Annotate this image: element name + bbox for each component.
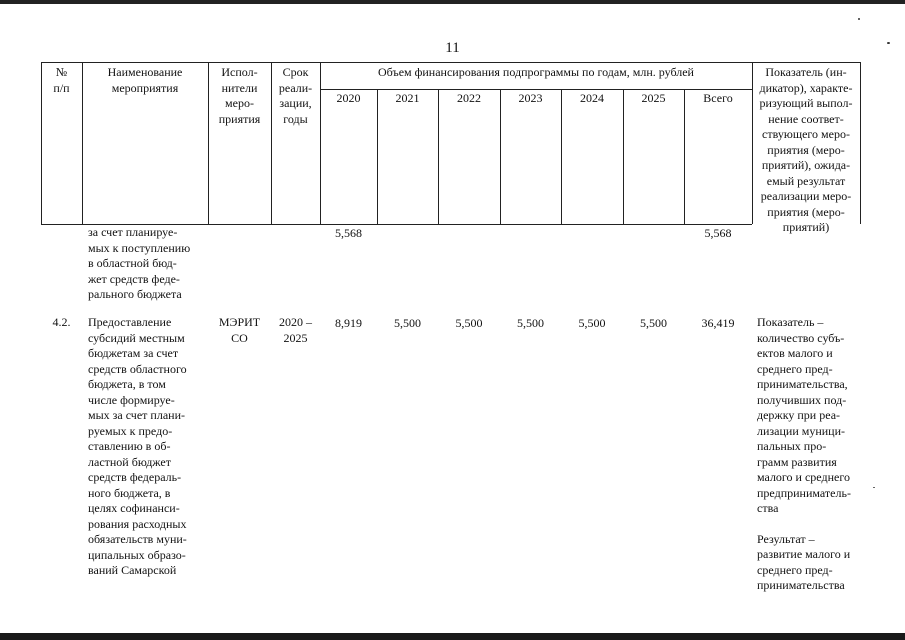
value-total: 5,568 <box>704 226 732 240</box>
name-line: средств федераль- <box>88 470 182 484</box>
name-line: мых к поступлению <box>88 240 191 255</box>
column-divider <box>684 89 685 224</box>
column-divider <box>377 89 378 224</box>
column-divider <box>561 89 562 224</box>
row-name <box>88 225 203 303</box>
row-indicator <box>757 315 859 594</box>
name-line: ципальных образо- <box>88 547 186 562</box>
name-line: ваний Самарской <box>88 563 177 577</box>
result-line: Результат – <box>757 531 815 546</box>
indicator-line: Показатель – <box>757 315 824 329</box>
name-line: рального бюджета <box>88 287 182 301</box>
indicator-line: количество субъ- <box>757 330 845 345</box>
name-line: ставлению в об- <box>88 439 171 453</box>
result-line: развитие малого и <box>757 547 851 561</box>
program-table <box>41 62 861 634</box>
value-2023: 5,500 <box>517 316 544 330</box>
indicator-line: держку при реа- <box>757 408 841 422</box>
year-total: Всего <box>703 91 733 105</box>
name-line: бюджета, в том <box>88 377 166 391</box>
header-num: № п/п <box>53 65 70 95</box>
scan-border-bottom <box>0 633 905 640</box>
value-2020: 8,919 <box>335 316 362 330</box>
name-line: обязательств муни- <box>88 532 187 546</box>
name-line: субсидий местным <box>88 330 185 345</box>
value-2020: 5,568 <box>335 226 362 240</box>
year-2020: 2020 <box>336 91 361 105</box>
year-2021: 2021 <box>395 91 420 105</box>
name-line: рования расходных <box>88 516 187 531</box>
header-executor: Испол- нители меро- приятия <box>218 65 261 126</box>
row-name <box>88 315 203 579</box>
indicator-line: принимательства, <box>757 377 848 391</box>
scan-speck <box>858 18 860 20</box>
name-line: средств областного <box>88 361 187 376</box>
year-2025: 2025 <box>641 91 666 105</box>
name-line: Предоставление <box>88 315 172 329</box>
year-2022: 2022 <box>457 91 481 105</box>
indicator-line: получивших под- <box>757 392 847 407</box>
column-divider <box>500 89 501 224</box>
name-line: руемых к предо- <box>88 423 173 438</box>
name-line: целях софинанси- <box>88 501 180 515</box>
value-total: 36,419 <box>701 316 735 330</box>
value-2025: 5,500 <box>640 316 667 330</box>
year-2023: 2023 <box>518 91 543 105</box>
header-funding: Объем финансирования подпрограммы по годам, млн. рублей <box>378 65 694 79</box>
header-name: Наименование мероприятия <box>107 65 183 95</box>
name-line: бюджетам за счет <box>88 346 179 360</box>
indicator-line: среднего пред- <box>757 361 833 376</box>
name-line: числе формируе- <box>88 392 175 407</box>
row-term: 2020 – 2025 <box>279 315 312 345</box>
indicator-line: пальных про- <box>757 439 827 453</box>
indicator-line: малого и среднего <box>757 470 850 484</box>
name-line: ластной бюджет <box>88 454 171 469</box>
indicator-line: грамм развития <box>757 454 837 469</box>
header-term: Срок реали- зации, годы <box>278 65 313 126</box>
column-divider <box>320 62 321 224</box>
scan-speck <box>873 487 875 488</box>
header-indicator: Показатель (ин- дикатор), характе- ризующий выпол- нение соответ- ствующего меро- приятия (меро- приятий), ожида- емый результат реализации меро- приятия (меро- приятий) <box>759 65 853 234</box>
indicator-line: ства <box>757 501 779 515</box>
table-border-right <box>860 62 861 224</box>
row-number: 4.2. <box>52 315 71 329</box>
page-number: 11 <box>445 40 460 56</box>
name-line: жет средств феде- <box>88 271 180 286</box>
name-line: мых за счет плани- <box>88 408 185 422</box>
result-line: среднего пред- <box>757 562 833 577</box>
name-line: за счет планируе- <box>88 225 178 239</box>
year-2024: 2024 <box>580 91 604 105</box>
result-line: принимательства <box>757 578 845 592</box>
name-line: ного бюджета, в <box>88 485 171 500</box>
scan-border-top <box>0 0 905 4</box>
row-executor: МЭРИТ СО <box>218 315 261 345</box>
indicator-line: лизации муници- <box>757 423 846 438</box>
indicator-line: предприниматель- <box>757 485 851 500</box>
indicator-line: ектов малого и <box>757 346 833 360</box>
column-divider <box>438 89 439 224</box>
column-divider <box>623 89 624 224</box>
value-2024: 5,500 <box>578 316 606 330</box>
value-2021: 5,500 <box>394 316 421 330</box>
name-line: в областной бюд- <box>88 256 177 270</box>
funding-subheader-line <box>320 89 752 90</box>
table-border-top <box>41 62 861 63</box>
value-2022: 5,500 <box>455 316 483 330</box>
